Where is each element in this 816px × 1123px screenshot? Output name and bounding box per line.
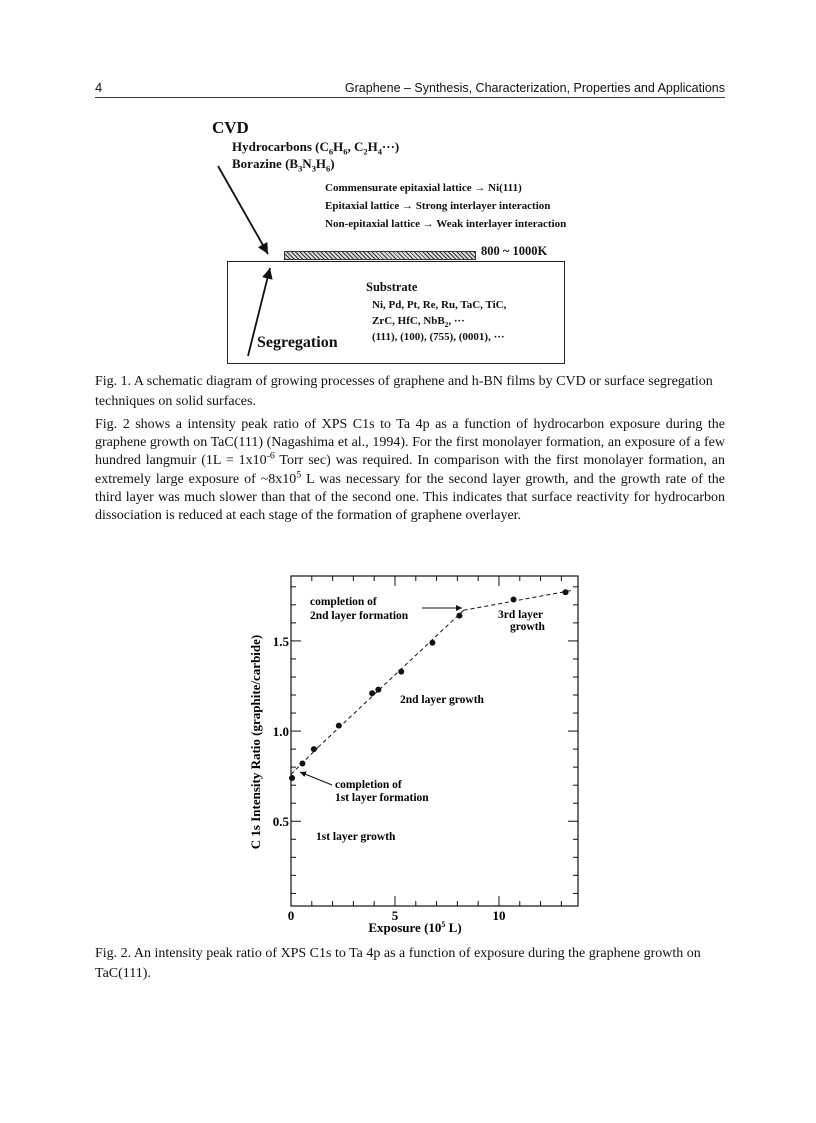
- data-point: [289, 775, 295, 781]
- running-title: Graphene – Synthesis, Characterization, Properties and Applications: [344, 81, 725, 95]
- x-tick-label: 10: [492, 908, 506, 923]
- page-number: 4: [95, 80, 103, 95]
- y-tick-label: 0.5: [272, 814, 289, 830]
- segregation-label: Segregation: [257, 334, 338, 351]
- y-axis-label: C 1s Intensity Ratio (graphite/carbide): [248, 634, 263, 850]
- arrow-1st-completion: [300, 772, 332, 785]
- hydrocarbons-label: Hydrocarbons ($C_6H_6$, $C_2H_4\cdot\cdot\cdot$): [232, 139, 400, 157]
- data-point: [311, 746, 317, 752]
- substrate-facets: (111), (100), (755), (0001), ···: [372, 331, 505, 343]
- cvd-label: CVD: [212, 118, 249, 137]
- chart-svg: [240, 570, 580, 945]
- lattice-line-3: Non-epitaxial lattice → Weak interlayer interaction: [325, 218, 567, 230]
- substrate-title: Substrate: [366, 280, 418, 294]
- data-point: [375, 687, 381, 693]
- annot-1st-growth: 1st layer growth: [316, 831, 396, 843]
- data-point: [563, 589, 569, 595]
- annot-completion-2nd-2: 2nd layer formation: [310, 610, 409, 622]
- data-point: [369, 690, 375, 696]
- figure-2-caption: Fig. 2. An intensity peak ratio of XPS C1s to Ta 4p as a function of exposure during the graphene growth on TaC(111).: [95, 946, 701, 981]
- y-tick-label: 1.0: [272, 724, 289, 740]
- graphene-film: [284, 251, 476, 260]
- x-tick-label: 0: [287, 908, 295, 923]
- figure-2-chart: [240, 570, 580, 945]
- annot-completion-1st-2: 1st layer formation: [335, 792, 429, 804]
- annot-completion-2nd-1: completion of: [310, 596, 377, 608]
- annot-3rd-1: 3rd layer: [498, 609, 544, 621]
- fit-line-segment: [464, 590, 572, 610]
- running-header: [95, 80, 725, 98]
- substrate-materials-2: ZrC, HfC, NbB$_2$, ···: [372, 315, 465, 330]
- x-tick-label: 5: [391, 908, 399, 923]
- annot-3rd-2: growth: [510, 621, 545, 633]
- lattice-line-1: Commensurate epitaxial lattice → Ni(111): [325, 182, 522, 194]
- y-tick-label: 1.5: [272, 633, 289, 649]
- x-axis-label: Exposure ($10^5$ L): [368, 920, 462, 935]
- body-paragraph: Fig. 2 shows a intensity peak ratio of XPS C1s to Ta 4p as a function of hydrocarbon exposure during the graphene growth on TaC(111) (Nagashima et al., 1994). For the first monolayer formation, an exposure of a few hundred langmuir ($1L = 1x10^{-6}$ Torr sec) was required. In comparison with the first monolayer formation, an extremely large exposure of $\sim 8x10^5$ L was necessary for the second layer growth, and the growth rate of the third layer was much slower than that of the second one. This indicates that surface reactivity for hydrocarbon dissociation is reduced at each stage of the formation of graphene overlayer.: [95, 417, 725, 524]
- temperature-label: 800 ~ 1000K: [481, 244, 548, 258]
- cvd-arrow: [218, 166, 268, 254]
- data-point: [511, 596, 517, 602]
- annot-completion-1st-1: completion of: [335, 779, 402, 791]
- data-point: [336, 723, 342, 729]
- annot-2nd-growth: 2nd layer growth: [400, 694, 484, 706]
- data-point: [299, 761, 305, 767]
- lattice-line-2: Epitaxial lattice → Strong interlayer interaction: [325, 200, 551, 212]
- borazine-label: Borazine $(B_3N_3H_6)$: [232, 156, 335, 174]
- data-point: [456, 613, 462, 619]
- substrate-materials-1: Ni, Pd, Pt, Re, Ru, TaC, TiC,: [372, 299, 507, 311]
- figure-1-schematic: [200, 118, 580, 368]
- data-point: [398, 669, 404, 675]
- figure-1-caption: Fig. 1. A schematic diagram of growing processes of graphene and h-BN films by CVD or surface segregation techniques on solid surfaces.: [95, 374, 713, 409]
- data-point: [429, 640, 435, 646]
